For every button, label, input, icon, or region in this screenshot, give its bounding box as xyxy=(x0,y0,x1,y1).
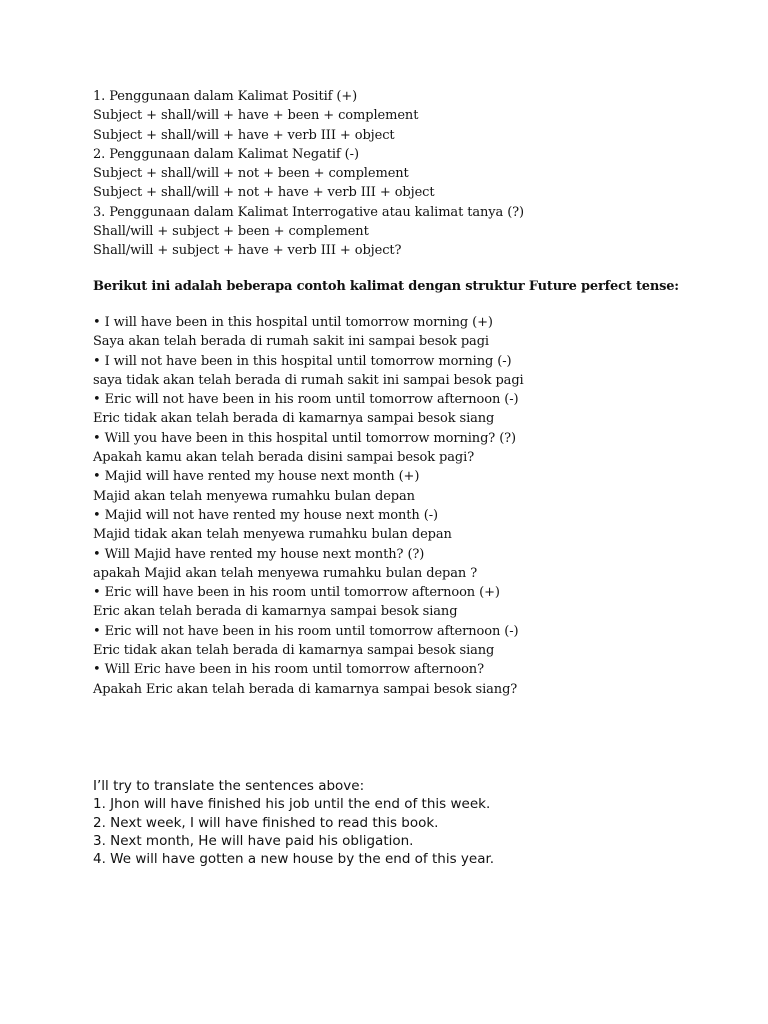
example-translation: Apakah Eric akan telah berada di kamarnya sampai besok siang? xyxy=(93,681,518,697)
example-sentence: • I will have been in this hospital until tomorrow morning (+) xyxy=(93,315,493,330)
rule-formula: Subject + shall/will + not + been + complement xyxy=(93,166,409,182)
example-translation: Eric akan telah berada di kamarnya sampai besok siang xyxy=(93,604,458,620)
rule-formula: Shall/will + subject + have + verb III + object? xyxy=(93,243,402,259)
example-sentence: • Will Majid have rented my house next month? (?) xyxy=(93,546,425,562)
exercise-intro: I’ll try to translate the sentences above: xyxy=(93,778,365,794)
usage-rules-section xyxy=(93,87,524,261)
example-translation: Majid tidak akan telah menyewa rumahku bulan depan xyxy=(93,527,452,543)
examples-heading: Berikut ini adalah beberapa contoh kalimat dengan struktur Future perfect tense: xyxy=(93,279,679,294)
translation-exercise-section xyxy=(93,777,494,868)
example-sentence: • Will you have been in this hospital until tomorrow morning? (?) xyxy=(93,430,517,446)
rule-formula: Subject + shall/will + have + been + complement xyxy=(93,108,419,124)
rule-formula: Subject + shall/will + have + verb III + object xyxy=(93,127,395,143)
exercise-item: 2. Next week, I will have finished to read this book. xyxy=(93,814,439,831)
example-sentence: • Eric will not have been in his room until tomorrow afternoon (-) xyxy=(93,392,519,408)
example-sentence: • Eric will not have been in his room until tomorrow afternoon (-) xyxy=(93,623,519,639)
example-translation: saya tidak akan telah berada di rumah sakit ini sampai besok pagi xyxy=(93,372,524,388)
example-translation: Apakah kamu akan telah berada disini sampai besok pagi? xyxy=(93,450,475,466)
example-translation: Eric tidak akan telah berada di kamarnya sampai besok siang xyxy=(93,643,495,659)
example-translation: Majid akan telah menyewa rumahku bulan depan xyxy=(93,488,415,504)
exercise-item: 3. Next month, He will have paid his obligation. xyxy=(93,832,414,849)
examples-section xyxy=(93,313,524,699)
example-translation: apakah Majid akan telah menyewa rumahku bulan depan ? xyxy=(93,565,478,581)
example-sentence: • Majid will have rented my house next month (+) xyxy=(93,469,420,485)
example-sentence: • Will Eric have been in his room until tomorrow afternoon? xyxy=(93,662,484,678)
rule-heading-interrogative: 3. Penggunaan dalam Kalimat Interrogative atau kalimat tanya (?) xyxy=(93,204,525,220)
example-sentence: • Eric will have been in his room until tomorrow afternoon (+) xyxy=(93,585,500,601)
example-translation: Eric tidak akan telah berada di kamarnya sampai besok siang xyxy=(93,411,495,427)
rule-heading-positive: 1. Penggunaan dalam Kalimat Positif (+) xyxy=(93,89,358,104)
example-sentence: • I will not have been in this hospital until tomorrow morning (-) xyxy=(93,353,512,369)
example-sentence: • Majid will not have rented my house next month (-) xyxy=(93,507,438,523)
example-translation: Saya akan telah berada di rumah sakit ini sampai besok pagi xyxy=(93,334,489,350)
exercise-item: 4. We will have gotten a new house by the end of this year. xyxy=(93,851,495,868)
rule-formula: Subject + shall/will + not + have + verb III + object xyxy=(93,185,435,201)
rule-formula: Shall/will + subject + been + complement xyxy=(93,224,369,240)
rule-heading-negative: 2. Penggunaan dalam Kalimat Negatif (-) xyxy=(93,146,359,162)
exercise-item: 1. Jhon will have finished his job until the end of this week. xyxy=(93,796,491,813)
